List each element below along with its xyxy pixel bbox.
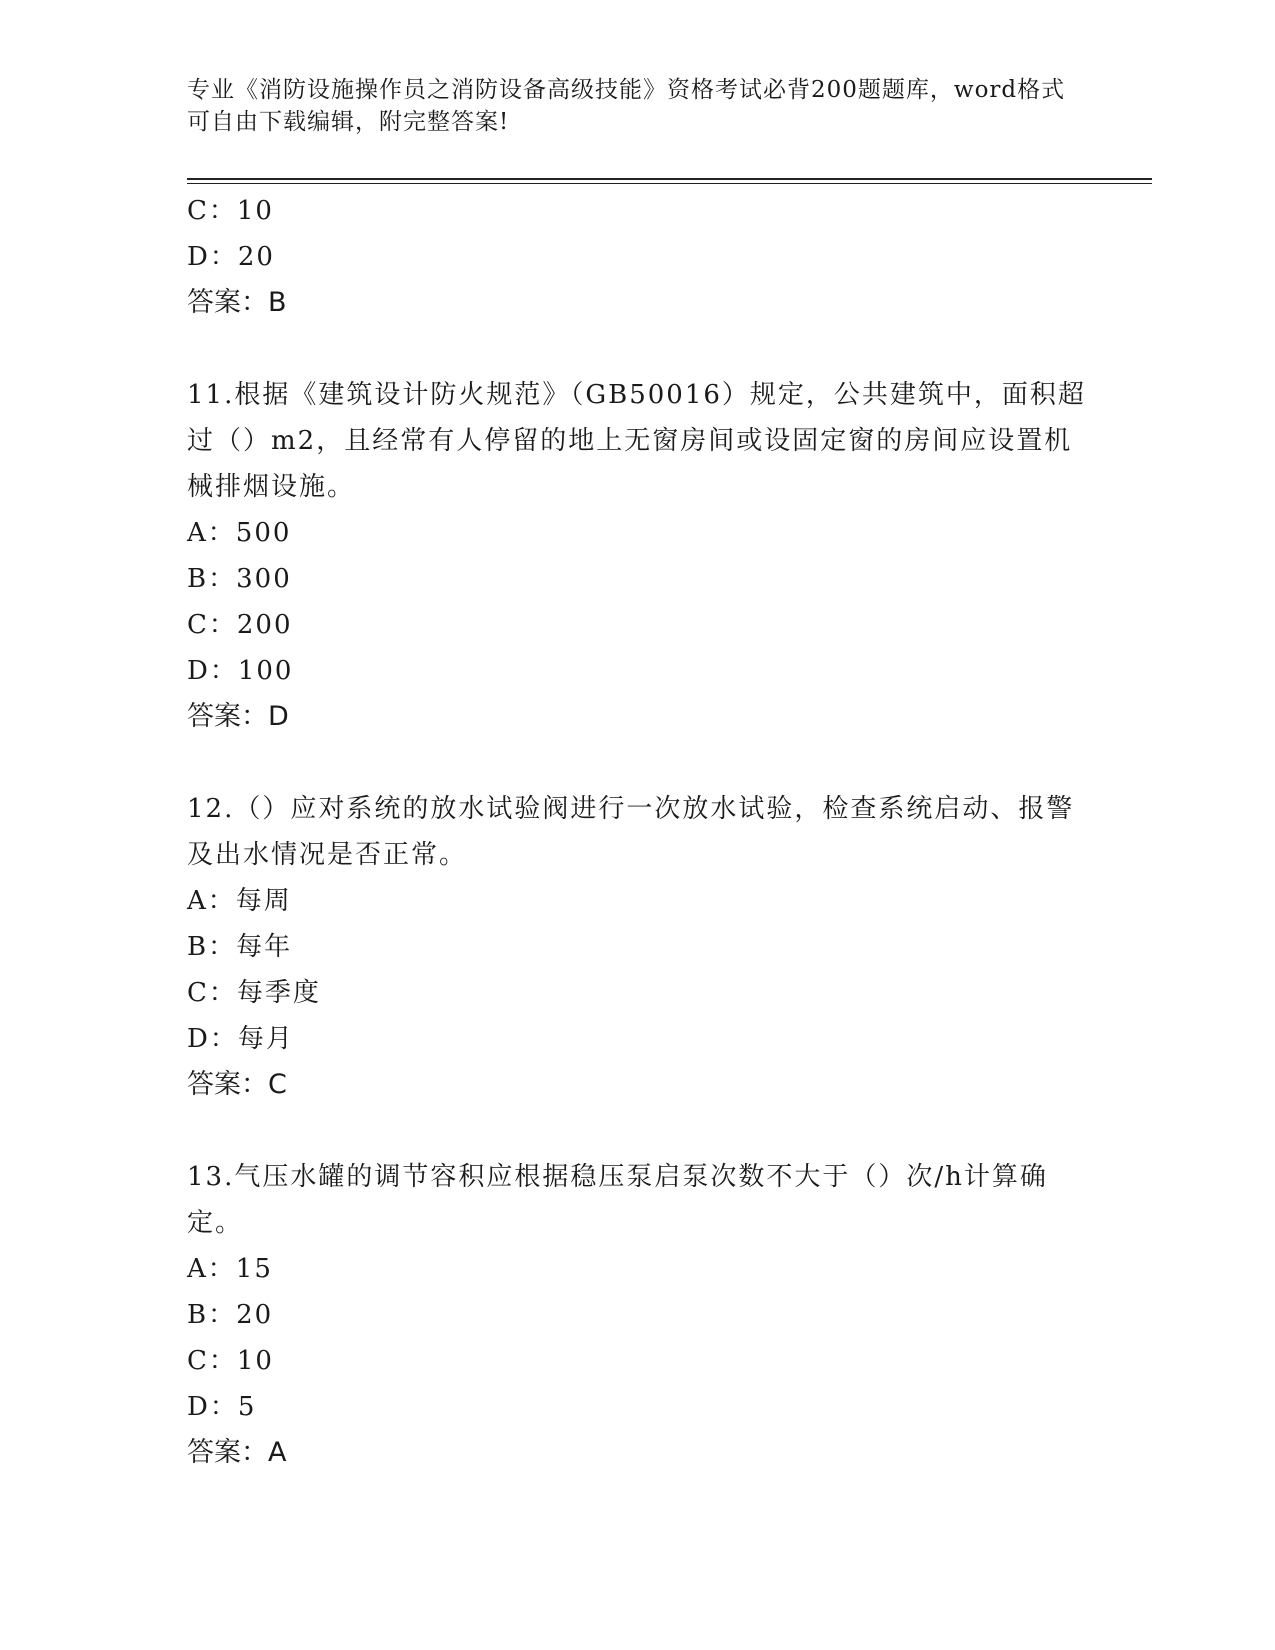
option-c: C：10 xyxy=(187,1346,274,1376)
question-stem: 13.气压水罐的调节容积应根据稳压泵启泵次数不大于（）次/h计算确定。 xyxy=(187,1162,1048,1238)
header-rule-thick xyxy=(187,178,1152,180)
option-d: D：20 xyxy=(187,242,275,272)
option-b: B：每年 xyxy=(187,932,293,962)
carryover-question xyxy=(187,188,1087,326)
option-d: D：每月 xyxy=(187,1024,294,1054)
question-list xyxy=(187,188,1087,1476)
option-b: B：20 xyxy=(187,1300,274,1330)
option-a: A：500 xyxy=(187,518,292,548)
option-a: A：每周 xyxy=(187,886,292,916)
question-stem: 11.根据《建筑设计防火规范》（GB50016）规定，公共建筑中，面积超过（）m2，且经常有人停留的地上无窗房间或设固定窗的房间应设置机械排烟设施。 xyxy=(187,380,1086,502)
option-b: B：300 xyxy=(187,564,292,594)
option-c: C：10 xyxy=(187,196,274,226)
answer-line: 答案：D xyxy=(187,701,289,732)
option-d: D：100 xyxy=(187,656,294,686)
answer-line: 答案：C xyxy=(187,1069,287,1100)
answer-line: 答案：B xyxy=(187,287,287,318)
question-13 xyxy=(187,1154,1087,1476)
question-12 xyxy=(187,786,1087,1108)
option-c: C：每季度 xyxy=(187,978,321,1008)
option-d: D：5 xyxy=(187,1392,257,1422)
question-stem: 12.（）应对系统的放水试验阀进行一次放水试验，检查系统启动、报警及出水情况是否正常。 xyxy=(187,794,1075,870)
header-rule-thin xyxy=(187,183,1152,184)
document-header: 专业《消防设施操作员之消防设备高级技能》资格考试必背200题题库，word格式可自由下载编辑，附完整答案! xyxy=(187,77,1066,135)
question-11 xyxy=(187,372,1087,740)
option-c: C：200 xyxy=(187,610,293,640)
option-a: A：15 xyxy=(187,1254,273,1284)
answer-line: 答案：A xyxy=(187,1437,287,1468)
